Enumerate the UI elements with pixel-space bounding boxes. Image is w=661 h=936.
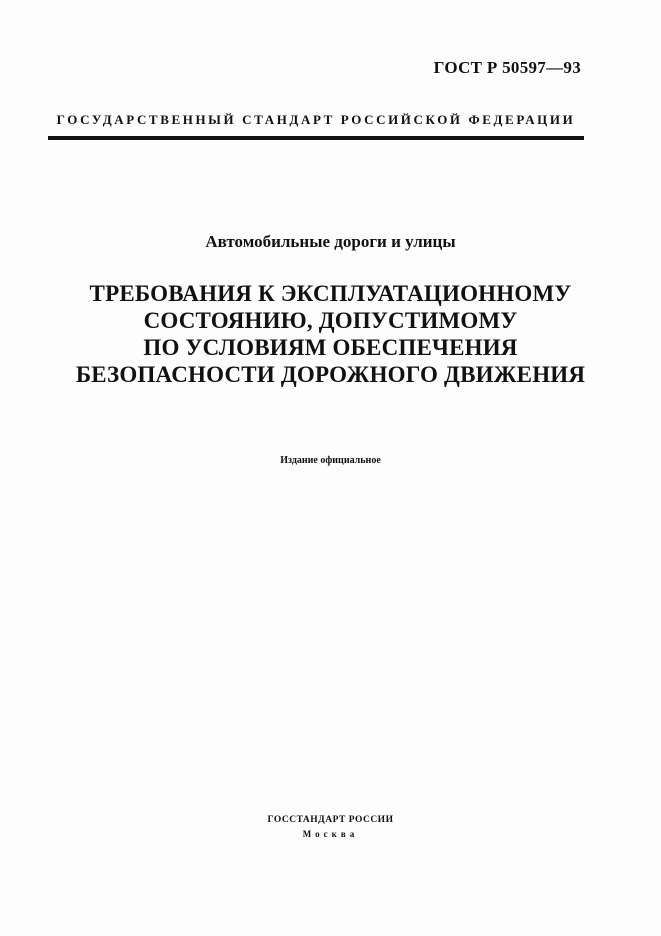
document-title — [0, 280, 661, 388]
title-line-1: ТРЕБОВАНИЯ К ЭКСПЛУАТАЦИОННОМУ — [89, 281, 572, 306]
publisher-city: Москва — [302, 829, 359, 839]
header-rule — [48, 136, 584, 140]
document-code: ГОСТ Р 50597—93 — [433, 58, 581, 77]
publisher-name: ГОССТАНДАРТ РОССИИ — [267, 815, 394, 825]
title-line-2: СОСТОЯНИЮ, ДОПУСТИМОМУ — [143, 308, 518, 333]
document-subject: Автомобильные дороги и улицы — [205, 232, 456, 251]
standard-header: ГОСУДАРСТВЕННЫЙ СТАНДАРТ РОССИЙСКОЙ ФЕДЕРАЦИИ — [56, 112, 576, 127]
title-line-4: БЕЗОПАСНОСТИ ДОРОЖНОГО ДВИЖЕНИЯ — [75, 362, 586, 387]
edition-note: Издание официальное — [280, 455, 381, 466]
title-line-3: ПО УСЛОВИЯМ ОБЕСПЕЧЕНИЯ — [143, 335, 518, 360]
